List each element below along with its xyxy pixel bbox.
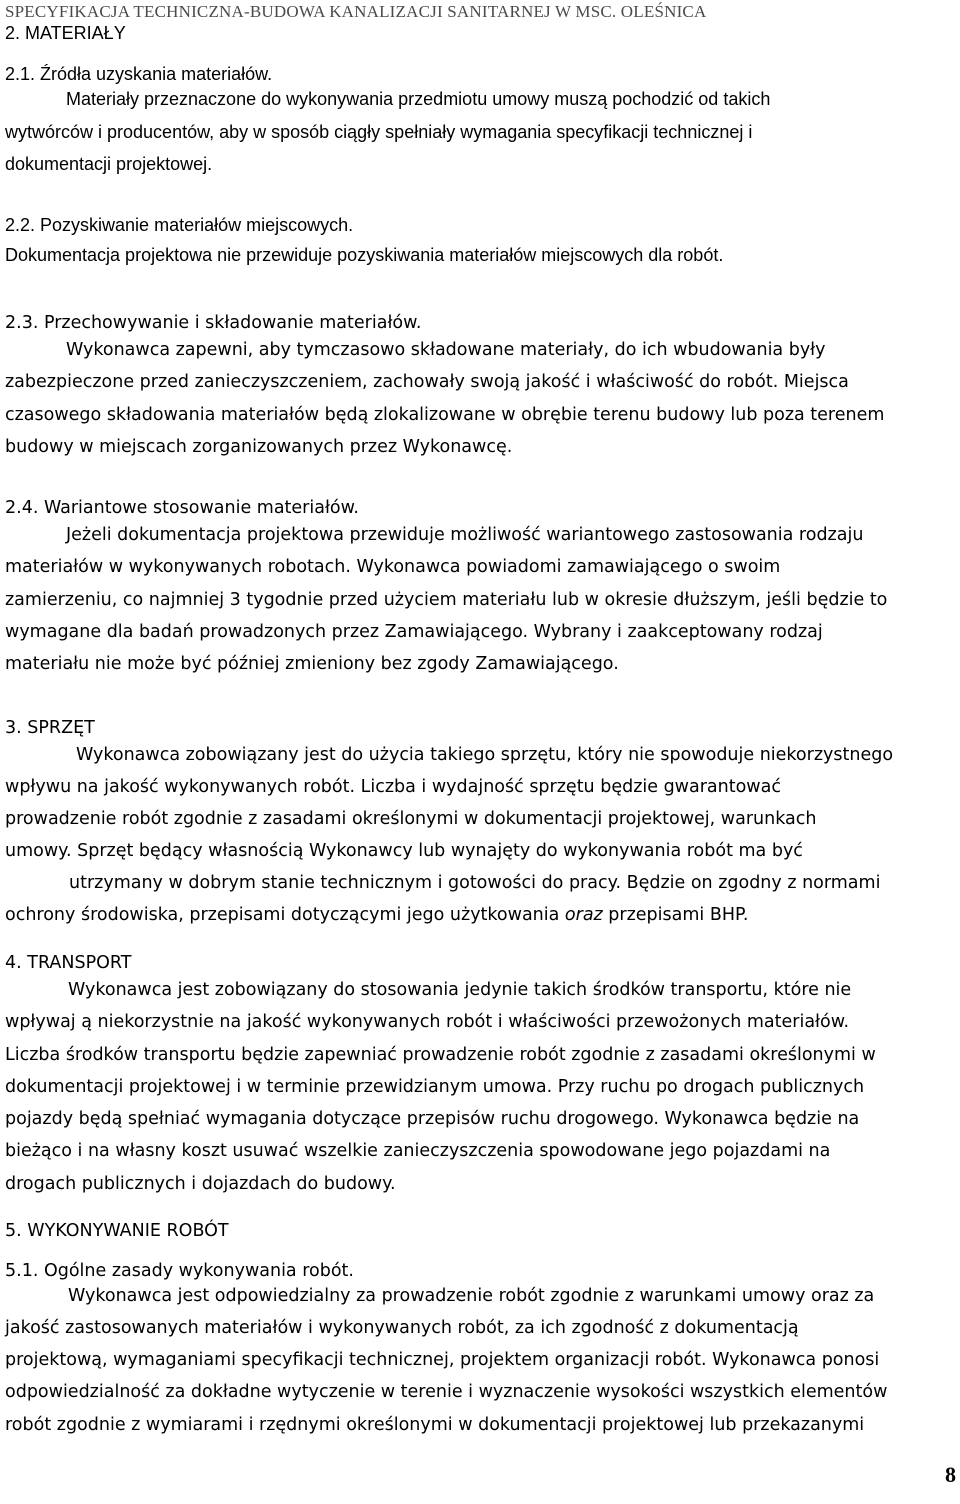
text-line: materiału nie może być później zmieniony bez zgody Zamawiającego. (5, 654, 619, 674)
page-number: 8 (945, 1462, 956, 1487)
section-2-title: 2. MATERIAŁY (5, 23, 126, 43)
text-line: czasowego składowania materiałów będą zlokalizowane w obrębie terenu budowy lub poza terenem (5, 405, 885, 425)
document-header: SPECYFIKACJA TECHNICZNA-BUDOWA KANALIZACJI SANITARNEJ W MSC. OLEŚNICA (5, 2, 707, 21)
section-2-3-title: 2.3. Przechowywanie i składowanie materiałów. (5, 313, 422, 333)
text-line: odpowiedzialność za dokładne wytyczenie w terenie i wyznaczenie wysokości wszystkich elementów (5, 1382, 888, 1402)
text-line: projektową, wymaganiami specyfikacji technicznej, projektem organizacji robót. Wykonawca ponosi (5, 1350, 880, 1370)
text-line: wpływaj ą niekorzystnie na jakość wykonywanych robót i właściwości przewożonych materiałów. (5, 1012, 850, 1032)
text-line: Wykonawca jest odpowiedzialny za prowadzenie robót zgodnie z warunkami umowy oraz za (68, 1286, 875, 1306)
section-4-title: 4. TRANSPORT (5, 953, 132, 973)
italic-word: oraz (564, 905, 603, 925)
text-line: dokumentacji projektowej i w terminie przewidzianym umowa. Przy ruchu po drogach publicznych (5, 1077, 865, 1097)
text-line: umowy. Sprzęt będący własnością Wykonawcy lub wynajęty do wykonywania robót ma być (5, 841, 803, 861)
text-line: utrzymany w dobrym stanie technicznym i gotowości do pracy. Będzie on zgodny z normami (69, 873, 881, 893)
section-3-title: 3. SPRZĘT (5, 718, 95, 738)
section-2-4-title: 2.4. Wariantowe stosowanie materiałów. (5, 498, 359, 518)
text-line: robót zgodnie z wymiarami i rzędnymi określonymi w dokumentacji projektowej lub przekazanymi (5, 1415, 865, 1435)
text-line: Wykonawca jest zobowiązany do stosowania jedynie takich środków transportu, które nie (68, 980, 852, 1000)
text-line: dokumentacji projektowej. (5, 154, 213, 174)
section-5-title: 5. WYKONYWANIE ROBÓT (5, 1221, 229, 1241)
text-line: Wykonawca zobowiązany jest do użycia takiego sprzętu, który nie spowoduje niekorzystnego (76, 745, 894, 765)
text-line: zamierzeniu, co najmniej 3 tygodnie przed użyciem materiału lub w okresie dłuższym, jeśli będzie to (5, 590, 888, 610)
text-line: prowadzenie robót zgodnie z zasadami określonymi w dokumentacji projektowej, warunkach (5, 809, 817, 829)
text-line: Liczba środków transportu będzie zapewniać prowadzenie robót zgodnie z zasadami określonymi w (5, 1045, 876, 1065)
text-line: Materiały przeznaczone do wykonywania przedmiotu umowy muszą pochodzić od takich (66, 89, 771, 109)
text-line: Jeżeli dokumentacja projektowa przewiduje możliwość wariantowego zastosowania rodzaju (66, 525, 864, 545)
text-line: wymagane dla badań prowadzonych przez Zamawiającego. Wybrany i zaakceptowany rodzaj (5, 622, 823, 642)
text-line: zabezpieczone przed zanieczyszczeniem, zachowały swoją jakość i właściwość do robót. Miejsca (5, 372, 849, 392)
text-line: wytwórców i producentów, aby w sposób ciągły spełniały wymagania specyfikacji technicznej i (5, 122, 753, 142)
text-line: materiałów w wykonywanych robotach. Wykonawca powiadomi zamawiającego o swoim (5, 557, 781, 577)
section-2-2-title: 2.2. Pozyskiwanie materiałów miejscowych. (5, 215, 354, 235)
text-line: bieżąco i na własny koszt usuwać wszelkie zanieczyszczenia spowodowane jego pojazdami na (5, 1141, 831, 1161)
text-line: Dokumentacja projektowa nie przewiduje pozyskiwania materiałów miejscowych dla robót. (5, 245, 724, 265)
text-line (5, 905, 748, 925)
text-line: wpływu na jakość wykonywanych robót. Liczba i wydajność sprzętu będzie gwarantować (5, 777, 781, 797)
text-segment: przepisami BHP. (602, 905, 749, 925)
section-2-1-title: 2.1. Źródła uzyskania materiałów. (5, 64, 273, 84)
section-5-1-title: 5.1. Ogólne zasady wykonywania robót. (5, 1261, 354, 1281)
text-line: jakość zastosowanych materiałów i wykonywanych robót, za ich zgodność z dokumentacją (5, 1318, 799, 1338)
text-segment: ochrony środowiska, przepisami dotyczącymi jego użytkowania (5, 905, 565, 925)
text-line: budowy w miejscach zorganizowanych przez Wykonawcę. (5, 437, 513, 457)
text-line: drogach publicznych i dojazdach do budowy. (5, 1174, 396, 1194)
text-line: pojazdy będą spełniać wymagania dotyczące przepisów ruchu drogowego. Wykonawca będzie na (5, 1109, 860, 1129)
text-line: Wykonawca zapewni, aby tymczasowo składowane materiały, do ich wbudowania były (66, 340, 826, 360)
